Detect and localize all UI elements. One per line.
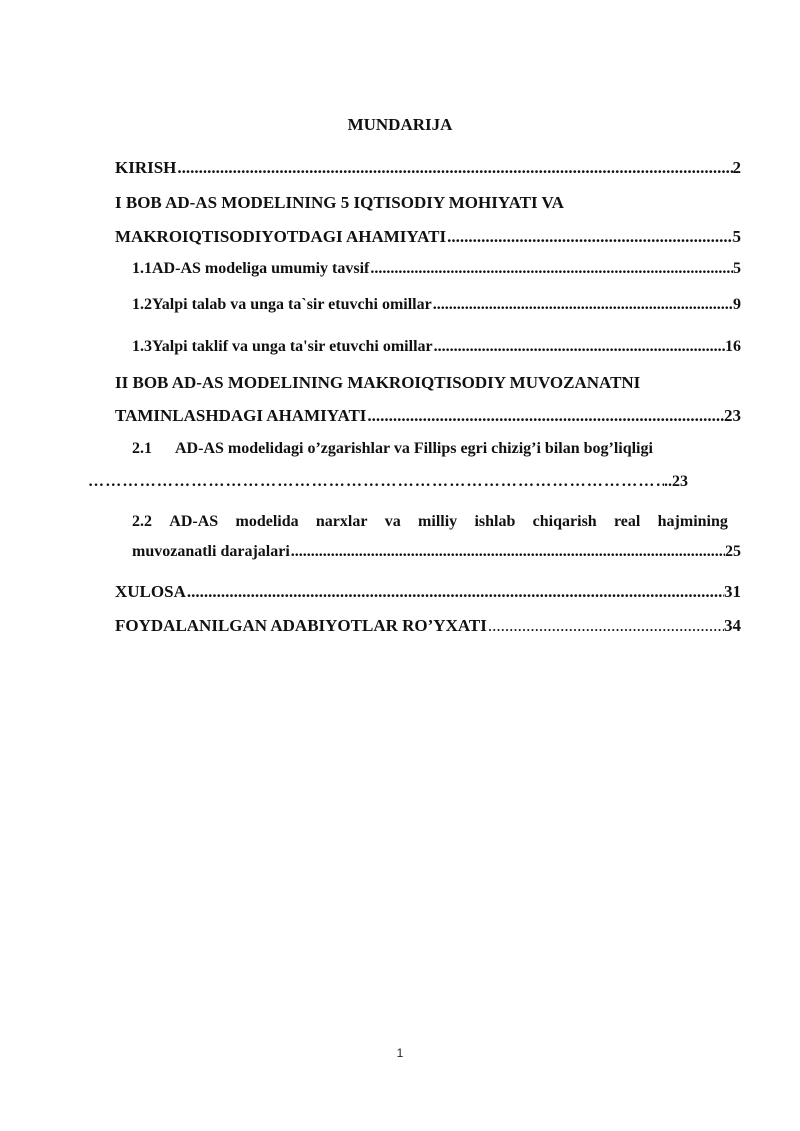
toc-entry-label: muvozanatli darajalari xyxy=(132,543,290,560)
toc-entry-bob2[interactable] xyxy=(115,404,741,428)
toc-word: hajmining xyxy=(657,513,728,530)
toc-entry-kirish[interactable] xyxy=(115,156,741,180)
dot-leader xyxy=(367,404,724,428)
toc-entry-2-2-line1[interactable] xyxy=(132,510,728,534)
toc-page-number: 34 xyxy=(724,616,741,635)
dot-leader xyxy=(447,225,732,249)
toc-entry-1-1[interactable] xyxy=(132,257,741,281)
toc-title: MUNDARIJA xyxy=(347,115,453,134)
toc-entry-label: FOYDALANILGAN ADABIYOTLAR RO’YXATI xyxy=(115,616,487,635)
toc-entry-label: TAMINLASHDAGI AHAMIYATI xyxy=(115,406,367,425)
dot-leader xyxy=(488,614,724,638)
toc-page-number: 5 xyxy=(732,227,741,246)
toc-word: real xyxy=(613,513,641,530)
toc-word: ishlab xyxy=(474,513,516,530)
toc-page-number: 5 xyxy=(733,260,741,277)
toc-entry-2-2[interactable] xyxy=(132,540,741,564)
toc-entry-label: XULOSA xyxy=(115,582,186,601)
toc-page-number: 25 xyxy=(725,543,741,560)
toc-page-number: 9 xyxy=(733,296,741,313)
toc-section-number: 2.1 xyxy=(132,440,152,457)
dot-leader xyxy=(434,335,725,359)
toc-entry-xulosa[interactable] xyxy=(115,580,741,604)
toc-word: narxlar xyxy=(315,513,368,530)
toc-entry-label: MAKROIQTISODIYOTDAGI AHAMIYATI xyxy=(115,227,447,246)
dot-leader xyxy=(433,293,733,317)
toc-entry-adabiyotlar[interactable] xyxy=(115,614,741,638)
toc-entry-1-2[interactable] xyxy=(132,293,741,317)
toc-page-number: 23 xyxy=(724,406,741,425)
toc-word: milliy xyxy=(418,513,458,530)
dot-leader xyxy=(187,580,724,604)
toc-entry-label: Yalpi talab va unga ta`sir etuvchi omillar xyxy=(152,296,432,313)
toc-entry-label: AD-AS modeliga umumiy tavsif xyxy=(152,260,370,277)
toc-page-number: 2 xyxy=(732,158,741,177)
toc-page-number: 16 xyxy=(725,338,741,355)
toc-word: va xyxy=(384,513,401,530)
dot-leader xyxy=(370,257,733,281)
dot-leader xyxy=(291,540,725,564)
toc-section-number: 1.2 xyxy=(132,296,152,313)
toc-entry-label: KIRISH xyxy=(115,158,177,177)
toc-entry-bob1-line1[interactable]: I BOB AD-AS MODELINING 5 IQTISODIY MOHIYATI VA xyxy=(115,193,564,212)
dot-leader xyxy=(177,156,732,180)
toc-entry-label: AD-AS modelidagi o’zgarishlar va Fillips egri chizig’i bilan bog’liqligi xyxy=(175,440,653,457)
toc-entry-bob2-line1[interactable]: II BOB AD-AS MODELINING MAKROIQTISODIY MUVOZANATNI xyxy=(115,373,641,392)
toc-entry-2-1-leader[interactable] xyxy=(88,470,688,494)
toc-section-number: 1.1 xyxy=(132,260,152,277)
toc-entry-bob1[interactable] xyxy=(115,225,741,249)
toc-section-number: 2.2 xyxy=(132,513,152,530)
toc-word: chiqarish xyxy=(532,513,597,530)
toc-section-number: 1.3 xyxy=(132,338,152,355)
toc-entry-1-3[interactable] xyxy=(132,335,741,359)
toc-entry-label: Yalpi taklif va unga ta'sir etuvchi omillar xyxy=(152,338,433,355)
toc-word: modelida xyxy=(235,513,299,530)
page-number-footer: 1 xyxy=(396,1046,404,1060)
toc-entry-2-1[interactable] xyxy=(132,437,653,461)
toc-page-number: ..23 xyxy=(664,473,688,490)
toc-word: AD-AS xyxy=(169,513,219,530)
dot-leader xyxy=(88,470,664,494)
toc-page-number: 31 xyxy=(724,582,741,601)
